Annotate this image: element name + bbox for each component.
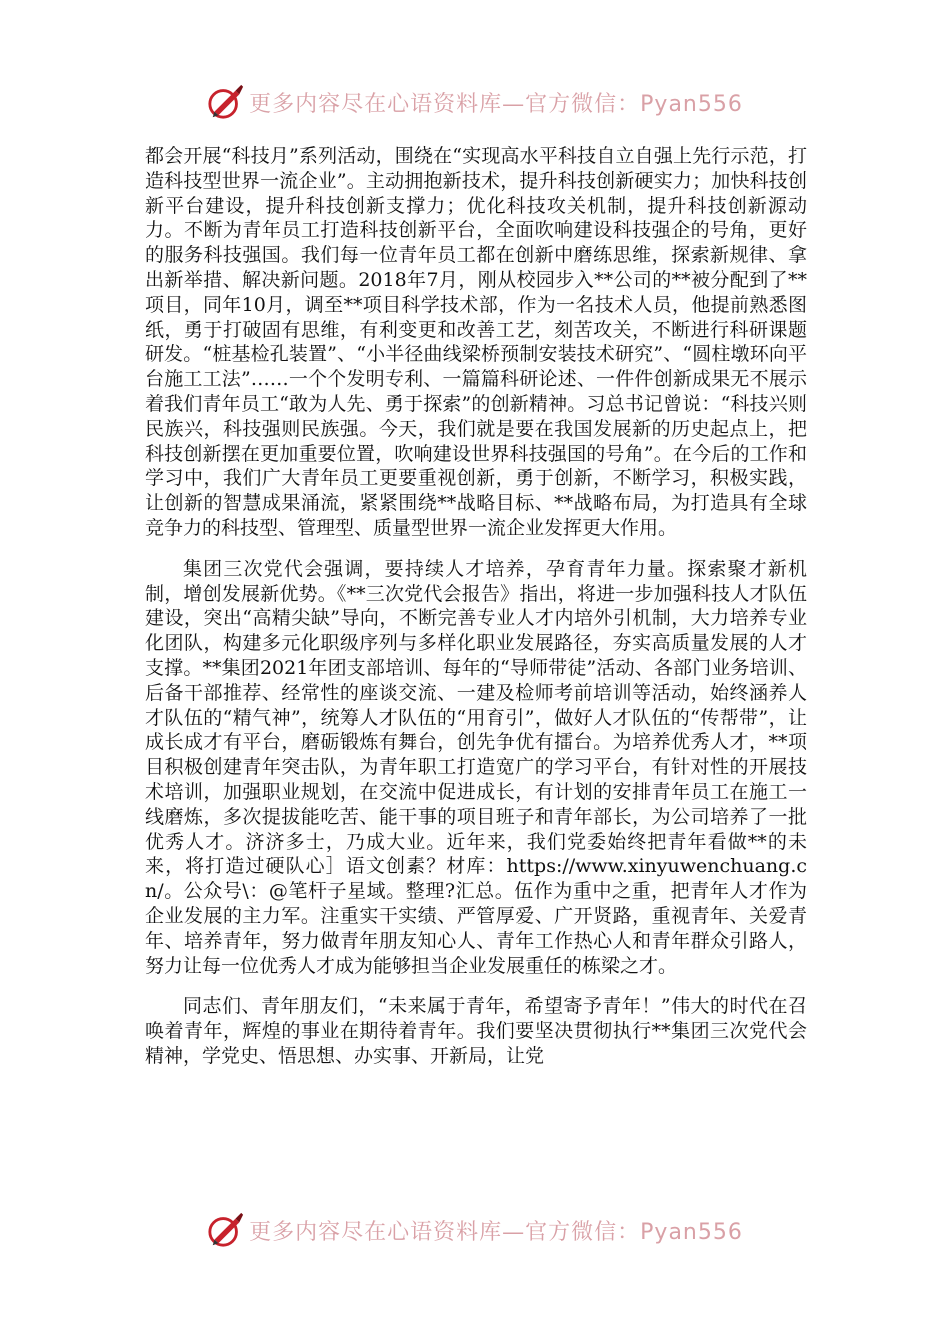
header-banner-text	[249, 87, 743, 118]
footer-banner	[0, 1208, 950, 1252]
header-banner	[0, 80, 950, 124]
header-wechat-id: Pyan556	[640, 91, 743, 117]
document-body	[145, 144, 807, 1069]
paragraph-1: 都会开展“科技月”系列活动，围绕在“实现高水平科技自立自强上先行示范，打造科技型世界一流企业”。主动拥抱新技术，提升科技创新硬实力；加快科技创新平台建设，提升科技创新支撑力；优化科技攻关机制，提升科技创新源动力。不断为青年员工打造科技创新平台，全面吹响建设科技强企的号角，更好的服务科技强国。我们每一位青年员工都在创新中磨练思维，探索新规律、拿出新举措、解决新问题。2018年7月，刚从校园步入**公司的**被分配到了**项目，同年10月，调至**项目科学技术部，作为一名技术人员，他提前熟悉图纸，勇于打破固有思维，有利变更和改善工艺，刻苦攻关，不断进行科研课题研发。“桩基检孔装置”、“小半径曲线梁桥预制安装技术研究”、“圆柱墩环向平台施工工法”……一个个发明专利、一篇篇科研论述、一件件创新成果无不展示着我们青年员工“敢为人先、勇于探索”的创新精神。习总书记曾说：“科技兴则民族兴，科技强则民族强。今天，我们就是要在我国发展新的历史起点上，把科技创新摆在更加重要位置，吹响建设世界科技强国的号角”。在今后的工作和学习中，我们广大青年员工更要重视创新，勇于创新，不断学习，积极实践，让创新的智慧成果涌流，紧紧围绕**战略目标、**战略布局，为打造具有全球竞争力的科技型、管理型、质量型世界一流企业发挥更大作用。	[145, 145, 807, 539]
pen-logo-icon	[207, 83, 245, 121]
header-banner-label: 更多内容尽在心语资料库—官方微信：	[249, 91, 641, 117]
footer-banner-text	[249, 1215, 743, 1246]
footer-wechat-id: Pyan556	[640, 1219, 743, 1245]
pen-logo-icon	[207, 1211, 245, 1249]
paragraph-2: 集团三次党代会强调，要持续人才培养，孕育青年力量。探索聚才新机制，增创发展新优势。《**三次党代会报告》指出，将进一步加强科技人才队伍建设，突出“高精尖缺”导向，不断完善专业人才内培外引机制，大力培养专业化团队，构建多元化职级序列与多样化职业发展路径，夯实高质量发展的人才支撑。**集团2021年团支部培训、每年的“导师带徒”活动、各部门业务培训、后备干部推荐、经常性的座谈交流、一建及检师考前培训等活动，始终涵养人才队伍的“精气神”，统筹人才队伍的“用育引”，做好人才队伍的“传帮带”，让成长成才有平台，磨砺锻炼有舞台，创先争优有擂台。为培养优秀人才，**项目积极创建青年突击队，为青年职工打造宽广的学习平台，有针对性的开展技术培训，加强职业规划，在交流中促进成长，有计划的安排青年员工在施工一线磨炼，多次提拔能吃苦、能干事的项目班子和青年部长，为公司培养了一批优秀人才。济济多士，乃成大业。近年来，我们党委始终把青年看做**的未来，将打造过硬队心］语文创素？材库：https://www.xinyuwenchuang.cn/。公众号\：@笔杆子星域。整理?汇总。伍作为重中之重，把青年人才作为企业发展的主力军。注重实干实绩、严管厚爱、广开贤路，重视青年、关爱青年、培养青年，努力做青年朋友知心人、青年工作热心人和青年群众引路人，努力让每一位优秀人才成为能够担当企业发展重任的栋梁之才。	[145, 557, 807, 977]
paragraph-3: 同志们、青年朋友们，“未来属于青年，希望寄予青年！”伟大的时代在召唤着青年，辉煌的事业在期待着青年。我们要坚决贯彻执行**集团三次党代会精神，学党史、悟思想、办实事、开新局，让党	[145, 995, 807, 1067]
footer-banner-label: 更多内容尽在心语资料库—官方微信：	[249, 1219, 641, 1245]
